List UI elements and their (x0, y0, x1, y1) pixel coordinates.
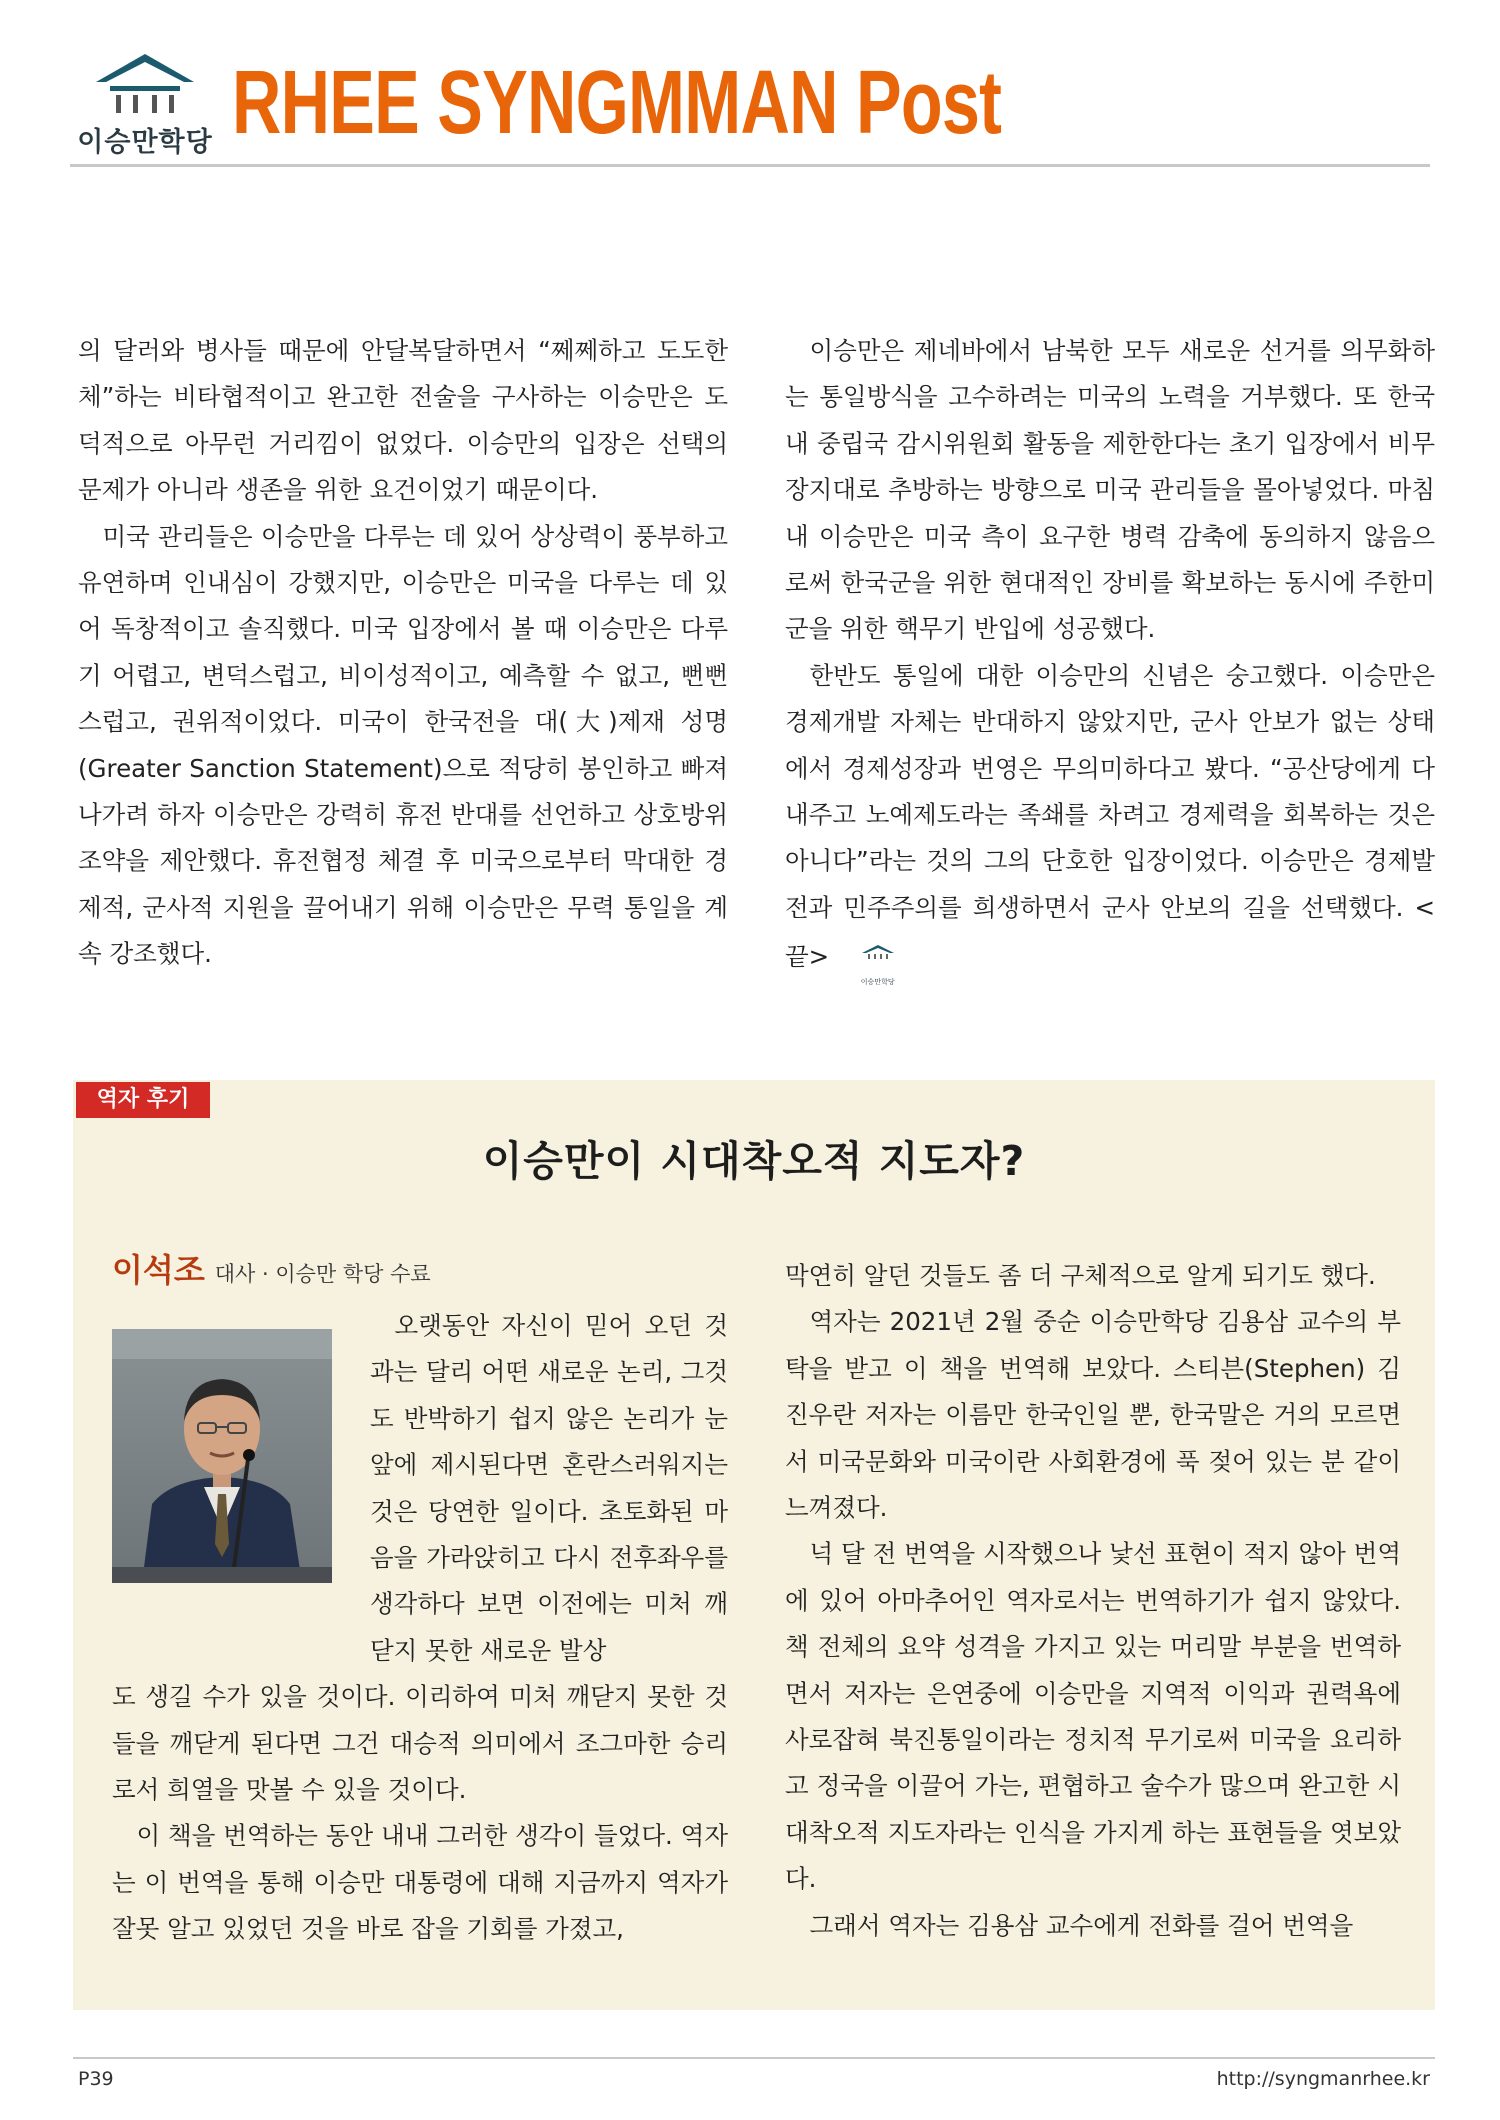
page-number: P39 (78, 2068, 114, 2090)
header-divider (70, 164, 1430, 167)
academy-house-icon (92, 50, 198, 120)
paragraph-text: 한반도 통일에 대한 이승만의 신념은 숭고했다. 이승만은 경제개발 자체는 반대하지 않았지만, 군사 안보가 없는 상태에서 경제성장과 번영은 무의미하다고 봤다. “공산당에게 다 내주고 노예제도라는 족쇄를 차려고 경제력을 회복하는 것은 아니다”라는 것의 그의 단호한 입장이었다. 이승만은 경제발전과 민주주의를 희생하면서 군사 안보의 길을 선택했다. <끝> (785, 660, 1435, 972)
footer-url[interactable]: http://syngmanrhee.kr (1216, 2068, 1430, 2090)
section-tag: 역자 후기 (76, 1082, 210, 1118)
masthead (70, 50, 1430, 162)
academy-house-icon (860, 944, 896, 962)
byline (112, 1245, 431, 1291)
review-title: 이승만이 시대착오적 지도자? (482, 1137, 1026, 1185)
paragraph: 이승만은 제네바에서 남북한 모두 새로운 선거를 의무화하는 통일방식을 고수하려는 미국의 노력을 거부했다. 또 한국 내 중립국 감시위원회 활동을 제한한다는 초기 입장에서 비무장지대로 추방하는 방향으로 미국 관리들을 몰아넣었다. 마침내 이승만은 미국 측이 요구한 병력 감축에 동의하지 않음으로써 한국군을 위한 현대적인 장비를 확보하는 동시에 주한미군을 위한 핵무기 반입에 성공했다. (785, 336, 1435, 644)
paragraph: 막연히 알던 것들도 좀 더 구체적으로 알게 되기도 했다. (785, 1261, 1376, 1290)
author-role: 대사 · 이승만 학당 수료 (214, 1262, 431, 1286)
end-mark-logo (835, 931, 896, 985)
review-column-right (785, 1253, 1401, 1949)
end-logo-text: 이승만학당 (860, 977, 895, 986)
footer-divider (73, 2057, 1435, 2059)
publication-title: RHEE SYNGMMAN Post (232, 53, 1002, 153)
author-name: 이석조 (112, 1251, 205, 1289)
paragraph (785, 653, 1435, 986)
site-logo[interactable] (70, 50, 220, 160)
paragraph: 오랫동안 자신이 믿어 오던 것과는 달리 어떤 새로운 논리, 그것도 반박하기 쉽지 않은 논리가 눈앞에 제시된다면 혼란스러워지는 것은 당연한 일이다. 초토화된 마음을 가라앉히고 다시 전후좌우를 생각하다 보면 이전에는 미처 깨닫지 못한 새로운 발상 (370, 1311, 728, 1665)
paragraph: 의 달러와 병사들 때문에 안달복달하면서 “쩨쩨하고 도도한 체”하는 비타협적이고 완고한 전술을 구사하는 이승만은 도덕적으로 아무런 거리낌이 없었다. 이승만의 입장은 선택의 문제가 아니라 생존을 위한 요건이었기 때문이다. (78, 336, 728, 505)
paragraph: 도 생길 수가 있을 것이다. 이리하여 미처 깨닫지 못한 것들을 깨닫게 된다면 그건 대승적 의미에서 조그마한 승리로서 희열을 맛볼 수 있을 것이다. (112, 1682, 728, 1805)
logo-text: 이승만학당 (77, 127, 213, 158)
paragraph: 미국 관리들은 이승만을 다루는 데 있어 상상력이 풍부하고 유연하며 인내심이 강했지만, 이승만은 미국을 다루는 데 있어 독창적이고 솔직했다. 미국 입장에서 볼 때 이승만은 다루기 어렵고, 변덕스럽고, 비이성적이고, 예측할 수 없고, 뻔뻔스럽고, 권위적이었다. 미국이 한국전을 대(大)제재 성명(Greater Sanction Statement)으로 적당히 봉인하고 빠져나가려 하자 이승만은 강력히 휴전 반대를 선언하고 상호방위조약을 제안했다. 휴전협정 체결 후 미국으로부터 막대한 경제적, 군사적 지원을 끌어내기 위해 이승만은 무력 통일을 계속 강조했다. (78, 521, 728, 969)
paragraph: 이 책을 번역하는 동안 내내 그러한 생각이 들었다. 역자는 이 번역을 통해 이승만 대통령에 대해 지금까지 역자가 잘못 알고 있었던 것을 바로 잡을 기회를 가졌고, (112, 1821, 728, 1944)
paragraph: 넉 달 전 번역을 시작했으나 낯선 표현이 적지 않아 번역에 있어 아마추어인 역자로서는 번역하기가 쉽지 않았다. 책 전체의 요약 성격을 가지고 있는 머리말 부분을 번역하면서 저자는 은연중에 이승만을 지역적 이익과 권력욕에 사로잡혀 북진통일이라는 정치적 무기로써 미국을 요리하고 정국을 이끌어 가는, 편협하고 술수가 많으며 완고한 시대착오적 지도자라는 인식을 가지게 하는 표현들을 엿보았다. (785, 1539, 1401, 1894)
review-column-left (112, 1303, 728, 1953)
article-column-right (785, 328, 1435, 986)
paragraph: 그래서 역자는 김용삼 교수에게 전화를 걸어 번역을 (809, 1910, 1354, 1940)
paragraph: 역자는 2021년 2월 중순 이승만학당 김용삼 교수의 부탁을 받고 이 책을 번역해 보았다. 스티븐(Stephen) 김 진우란 저자는 이름만 한국인일 뿐, 한국말은 거의 모르면서 미국문화와 미국이란 사회환경에 푹 젖어 있는 분 같이 느껴졌다. (785, 1307, 1401, 1523)
article-column-left (78, 328, 728, 978)
